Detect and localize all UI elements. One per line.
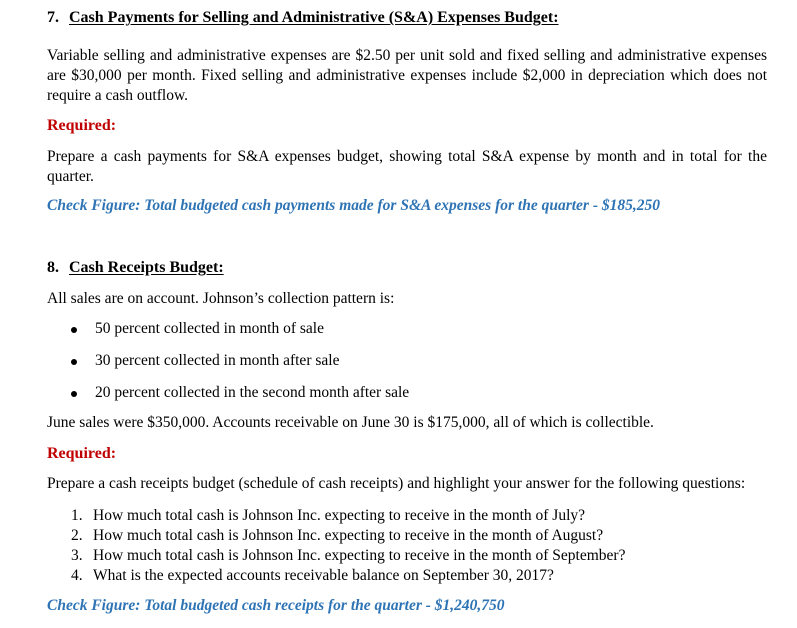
question-number: 3. [71,547,83,564]
section-7-check-figure: Check Figure: Total budgeted cash payments made for S&A expenses for the quarter - $185,250 [47,197,660,214]
question-text: How much total cash is Johnson Inc. expecting to receive in the month of July? [93,507,586,524]
list-item: 30 percent collected in month after sale [95,352,340,369]
section-8-required-label: Required: [47,445,117,462]
question-number: 4. [71,567,83,584]
section-8-title: Cash Receipts Budget: [69,259,224,276]
list-item [71,527,603,545]
section-7-number: 7. [47,9,59,26]
bullet-dot-icon [71,391,77,397]
list-item [71,507,585,525]
question-number: 2. [71,527,83,544]
section-8-check-figure: Check Figure: Total budgeted cash receipts for the quarter - $1,240,750 [47,597,505,614]
section-7-required-label: Required: [47,117,117,134]
section-7-body: Variable selling and administrative expenses are $2.50 per unit sold and fixed selling and administrative expenses are $30,000 per month. Fixed selling and administrative expenses include $2,000 in depreciation which does not require a cash outflow. [47,47,767,104]
question-text: How much total cash is Johnson Inc. expecting to receive in the month of September? [93,547,626,564]
section-7-heading [47,9,559,27]
bullet-dot-icon [71,359,77,365]
list-item: 20 percent collected in the second month after sale [95,384,410,401]
section-8-intro: All sales are on account. Johnson’s collection pattern is: [47,290,395,307]
question-text: How much total cash is Johnson Inc. expecting to receive in the month of August? [93,527,604,544]
bullet-dot-icon [71,327,77,333]
question-number: 1. [71,507,83,524]
section-7-title: Cash Payments for Selling and Administrative (S&A) Expenses Budget: [69,9,559,26]
list-item [71,547,625,565]
section-8-required-text: Prepare a cash receipts budget (schedule of cash receipts) and highlight your answer for the following questions: [47,475,746,492]
list-item [71,567,554,585]
section-8-facts: June sales were $350,000. Accounts receivable on June 30 is $175,000, all of which is collectible. [47,414,654,431]
section-7-required-text: Prepare a cash payments for S&A expenses budget, showing total S&A expense by month and in total for the quarter. [47,148,767,185]
section-8-number: 8. [47,259,59,276]
section-8-heading [47,259,224,277]
question-text: What is the expected accounts receivable balance on September 30, 2017? [93,567,554,584]
list-item: 50 percent collected in month of sale [95,320,324,337]
